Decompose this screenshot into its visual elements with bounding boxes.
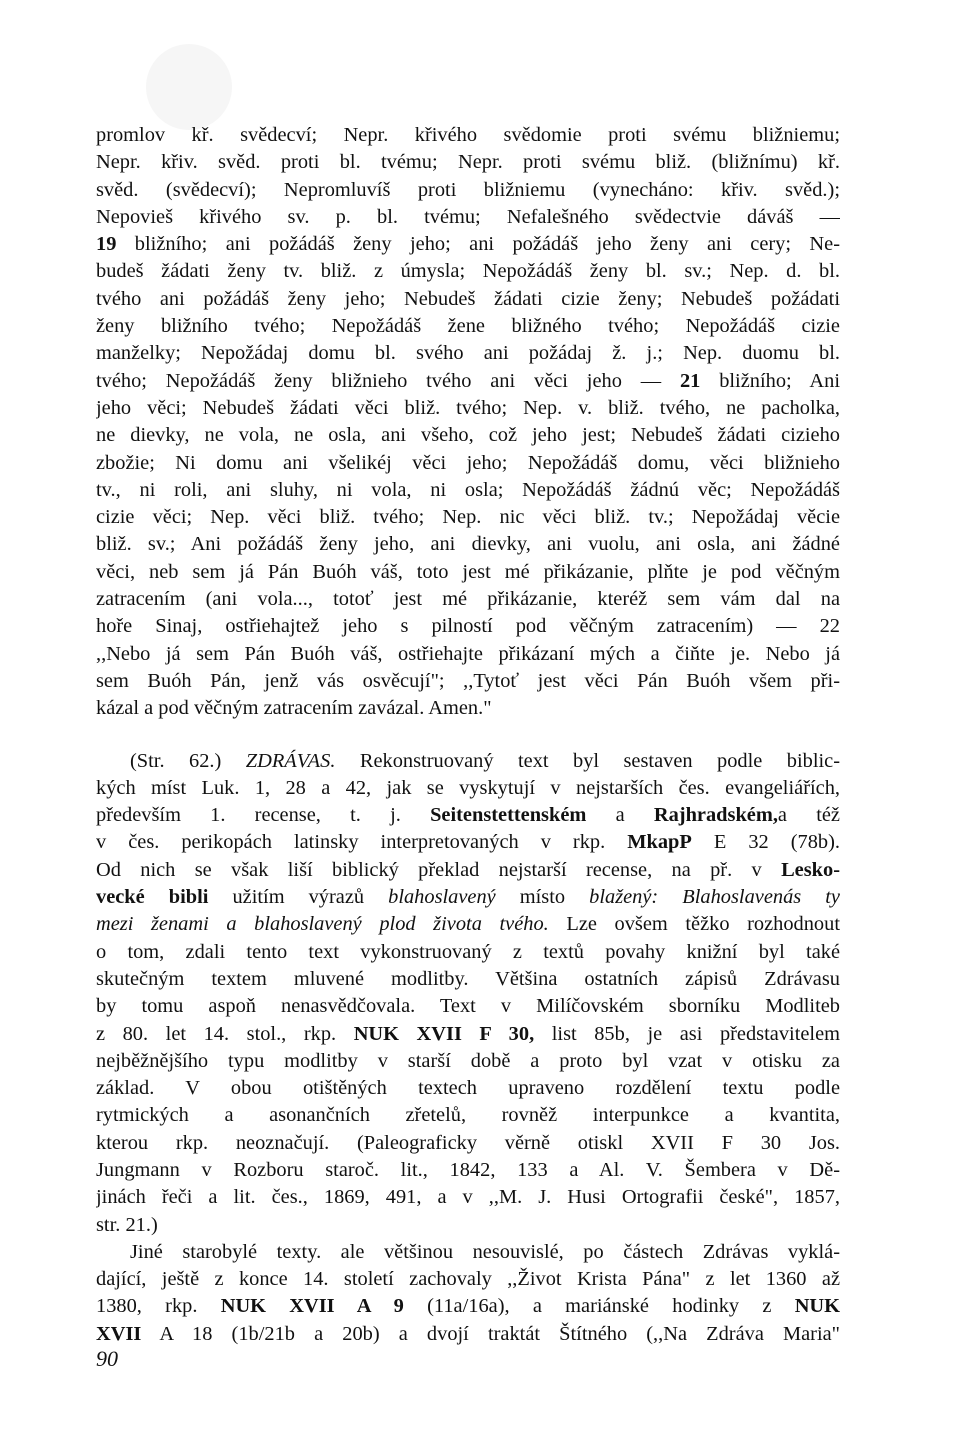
page-blot — [146, 44, 232, 130]
page-number: 90 — [96, 1346, 118, 1371]
text-line: bliž. sv.; Ani požádáš ženy jeho, ani dievky, ani vuolu, ani osla, ani žádné — [96, 533, 840, 556]
text-line: promlov kř. svědecví; Nepr. křivého svědomie proti svému bližniemu; — [96, 124, 840, 146]
text-line: tv., ni roli, ani sluhy, ni vola, ni osla; Nepožádáš žádnú věc; Nepožádáš — [96, 478, 840, 501]
text-run: především 1. recense, t. j. — [96, 804, 401, 827]
text-line: ne dievky, ne vola, ne osla, ani všeho, což jeho jest; Nebudeš žádati cizieho — [96, 424, 840, 447]
text-line: ženy bližního tvého; Nepožádáš žene bližného tvého; Nepožádáš cizie — [96, 315, 840, 338]
text-line — [96, 748, 840, 775]
page-text — [96, 122, 840, 1348]
text-line: Nepr. křiv. svěd. proti bl. tvému; Nepr. proti svému bliž. (bližnímu) kř. — [96, 151, 840, 174]
text-line: str. 21.) — [96, 1213, 158, 1236]
text-line: tvého; Nepožádáš ženy bližnieho tvého ani věci jeho — 21 bližního; Ani — [96, 369, 840, 392]
text-run: (11a/16a), a mariánské hodinky z — [427, 1295, 772, 1318]
text-run: Rekonstruovaný text byl sestaven podle biblic- — [359, 749, 840, 772]
text-line: Jiné starobylé texty. ale většinou nesouvislé, po částech Zdrávas vyklá- — [130, 1240, 840, 1263]
text-line: o tom, zdali tento text vykonstruovaný z textů povahy knižní byl také — [96, 940, 840, 963]
text-line — [96, 1321, 840, 1348]
text-line: budeš žádati ženy tv. bliž. z úmysla; Nepožádáš ženy bl. sv.; Nep. d. bl. — [96, 260, 840, 283]
text-line — [96, 911, 840, 938]
bold-term: XVII — [96, 1322, 142, 1345]
text-line: kázal a pod věčným zatracením zavázal. Amen." — [96, 697, 492, 720]
bold-term: Lesko- — [781, 858, 840, 881]
text-line — [96, 829, 840, 856]
zdravas-commentary — [96, 748, 840, 1239]
text-line: Nepovieš křivého sv. p. bl. tvému; Nefalešného svědectvie dáváš — — [96, 205, 840, 228]
bold-term: NUK XVII F 30, — [353, 1022, 535, 1045]
text-line — [96, 1293, 840, 1320]
text-run: E 32 (78b). — [713, 831, 840, 854]
page-reference: (Str. 62.) — [130, 749, 222, 772]
text-line: 19 bližního; ani požádáš ženy jeho; ani požádáš jeho ženy ani cery; Ne- — [96, 233, 840, 256]
text-run: místo — [519, 886, 566, 909]
text-run: z 80. let 14. stol., rkp. — [96, 1022, 337, 1045]
text-line: hoře Sinaj, ostřiehajtež jeho s pilností pod věčným zatracením) — 22 — [96, 615, 840, 638]
italic-term: blažený: — [589, 886, 659, 909]
text-line: zatracením (ani vola..., totoť jest mé přikázanie, kteréž sem vám dal na — [96, 588, 840, 611]
bold-term: Seitenstettenském — [430, 804, 587, 827]
text-line: jinách řeči a lit. čes., 1869, 491, a v ,,M. J. Husi Ortografii české", 1857, — [96, 1186, 840, 1209]
bold-term: Rajhradském, — [653, 804, 778, 827]
italic-term: mezi ženami a blahoslavený plod života tvého. — [96, 913, 549, 936]
text-run: 1380, rkp. — [96, 1295, 198, 1318]
text-line: Jungmann v Rozboru staroč. lit., 1842, 133 a Al. V. Šembera v Dě- — [96, 1158, 840, 1181]
text-line: sem Buóh Pán, jenž vás osvěcují"; ,,Tytoť jest věci Pán Buóh všem při- — [96, 669, 840, 692]
text-line — [96, 884, 840, 911]
section-heading: ZDRÁVAS. — [245, 749, 336, 772]
text-line — [96, 857, 840, 884]
italic-term: Blahoslavenás ty — [682, 886, 840, 909]
verse-number: 19 — [96, 233, 117, 256]
text-line — [96, 802, 840, 829]
verse-number: 21 — [679, 369, 701, 392]
text-line: jeho věci; Nebudeš žádati věci bliž. tvého; Nep. v. bliž. tvého, ne pacholka, — [96, 396, 840, 419]
text-run: užitím výrazů — [232, 886, 365, 909]
text-line: rytmických a asonančních zřetelů, rovněž interpunkce a kvantita, — [96, 1104, 840, 1127]
text-line: zbožie; Ni domu ani všelikéj věci jeho; Nepožádáš domu, věci bližnieho — [96, 451, 840, 474]
bold-term: vecké bibli — [96, 886, 209, 909]
text-run: A 18 (1b/21b a 20b) a dvojí traktát Štítného (,,Na Zdráva Maria" — [159, 1322, 840, 1345]
text-line: kterou rkp. neoznačují. (Paleograficky věrně otiskl XVII F 30 Jos. — [96, 1131, 840, 1154]
text-run: Od nich se však liší biblický překlad nejstarší recense, na př. v — [96, 858, 762, 881]
text-run: a — [615, 804, 625, 827]
bold-term: NUK — [794, 1295, 840, 1318]
text-line — [96, 1021, 840, 1048]
text-line: by tomu aspoň nenasvědčovala. Text v Milíčovském sborníku Modliteb — [96, 995, 840, 1018]
text-line: tvého ani požádáš ženy jeho; Nebudeš žádati cizie ženy; Nebudeš požádati — [96, 287, 840, 310]
text-line: manželky; Nepožádaj domu bl. svého ani požádaj ž. j.; Nep. duomu bl. — [96, 342, 840, 365]
bold-term: MkapP — [627, 831, 692, 854]
text-run: Lze ovšem těžko rozhodnout — [566, 913, 840, 936]
text-line: skutečným textem mluvené modlitby. Většina ostatních zápisů Zdrávasu — [96, 967, 840, 990]
variants-section — [96, 122, 840, 723]
text-run: v čes. perikopách latinsky interpretovaných v rkp. — [96, 831, 606, 854]
text-line: kých míst Luk. 1, 28 a 42, jak se vyskytují v nejstarších čes. evangeliářích, — [96, 776, 840, 799]
bold-term: NUK XVII A 9 — [220, 1295, 404, 1318]
text-line: věci, neb sem já Pán Buóh váš, toto jest mé přikázanie, plňte je pod věčným — [96, 560, 840, 583]
other-texts-paragraph — [96, 1239, 840, 1348]
text-run: a též — [777, 804, 840, 827]
text-line: svěd. (svědecví); Nepromluvíš proti bližniemu (vynecháno: křiv. svěd.); — [96, 178, 840, 201]
text-line: cizie věci; Nep. věci bliž. tvého; Nep. nic věci bliž. tv.; Nepožádaj věcie — [96, 506, 840, 529]
text-line: nejběžnějšího typu modlitby v starší době a proto byl vzat v otisku za — [96, 1049, 840, 1072]
text-run: list 85b, je asi představitelem — [551, 1022, 840, 1045]
text-line: základ. V obou otištěných textech upraveno rozdělení textu podle — [96, 1077, 840, 1100]
text-line: ,,Nebo já sem Pán Buóh váš, ostřiehajte přikázaní mých a čiňte je. Nebo já — [96, 642, 840, 665]
text-line: dající, ještě z konce 14. století zachovaly ,,Život Krista Pána" z let 1360 až — [96, 1268, 840, 1291]
italic-term: blahoslavený — [388, 886, 496, 909]
